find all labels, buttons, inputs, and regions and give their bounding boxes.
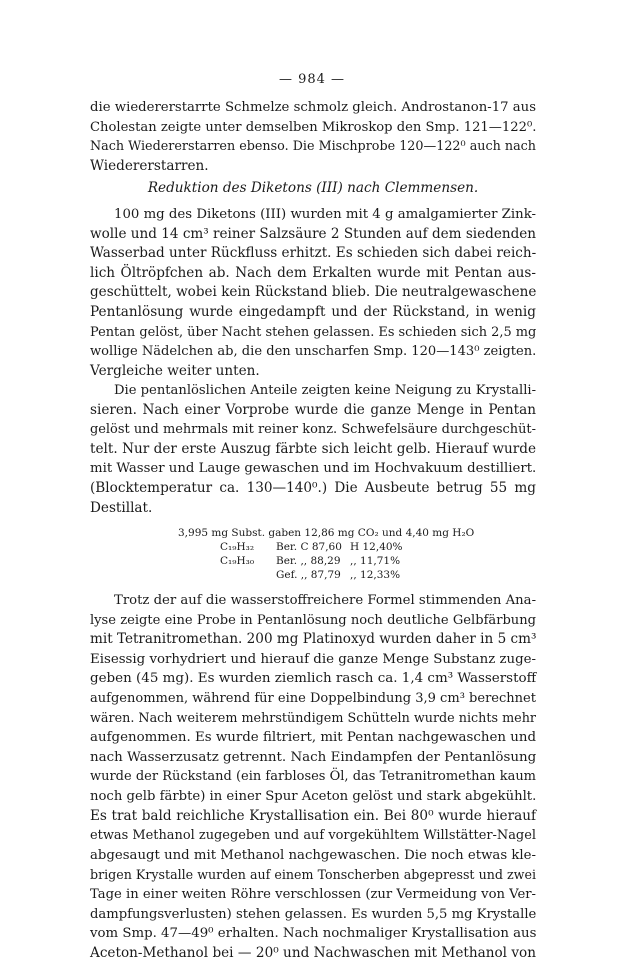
text-line: telt. Nur der erste Auszug färbte sich leicht gelb. Hierauf wurde <box>90 440 536 457</box>
text-line: lyse zeigte eine Probe in Pentanlösung noch deutliche Gelbfärbung <box>90 612 536 628</box>
formula-cell <box>220 568 276 582</box>
text-line: Tage in einer weiten Röhre verschlossen (zur Vermeidung von Ver- <box>90 886 536 902</box>
hydrogen-cell: ,, 11,71% <box>350 555 401 567</box>
text-line: Pentan gelöst, über Nacht stehen gelassen. Es schieden sich 2,5 mg <box>90 324 537 340</box>
page-number: — 984 — <box>278 72 346 87</box>
paragraph-1 <box>90 98 536 176</box>
text-line: Nach Wiedererstarren ebenso. Die Mischprobe 120—122⁰ auch nach <box>90 139 536 155</box>
text-line: Pentanlösung wurde eingedampft und der Rückstand, in wenig <box>90 303 536 320</box>
text-line: aufgenommen. Es wurde filtriert, mit Pentan nachgewaschen und <box>90 730 536 746</box>
text-line: wollige Nädelchen ab, die den unscharfen Smp. 120—143⁰ zeigten. <box>90 344 537 360</box>
table-row <box>220 554 407 568</box>
text-line: Wiedererstarren. <box>90 157 209 174</box>
text-line: Trotz der auf die wasserstoffreichere Formel stimmenden Ana- <box>114 593 537 608</box>
text-line: (Blocktemperatur ca. 130—140⁰.) Die Ausbeute betrug 55 mg <box>90 479 536 496</box>
hydrogen-cell: ,, 12,33% <box>350 569 401 581</box>
analysis-head: 3,995 mg Subst. gaben 12,86 mg CO₂ und 4,40 mg H₂O <box>178 527 475 539</box>
table-row <box>220 568 407 582</box>
text-line: Aceton-Methanol bei — 20⁰ und Nachwaschen mit Methanol von <box>90 944 536 961</box>
text-line: Vergleiche weiter unten. <box>90 362 260 379</box>
analysis-table <box>220 540 407 582</box>
hydrogen-cell: H 12,40% <box>350 541 403 553</box>
text-line: Destillat. <box>90 499 153 516</box>
formula-cell: C₁₉H₃₀ <box>220 555 255 567</box>
text-line: Cholestan zeigte unter demselben Mikroskop den Smp. 121—122⁰. <box>90 119 537 135</box>
text-line: Eisessig vorhydriert und hierauf die ganze Menge Substanz zuge- <box>90 651 536 667</box>
text-line: gelöst und mehrmals mit reiner konz. Schwefelsäure durchgeschüt- <box>90 422 536 438</box>
text-line: wolle und 14 cm³ reiner Salzsäure 2 Stunden auf dem siedenden <box>90 225 537 242</box>
paragraph-2 <box>90 205 536 381</box>
elemental-analysis <box>178 526 474 582</box>
text-line: Wasserbad unter Rückfluss erhitzt. Es schieden sich dabei reich- <box>90 245 537 262</box>
table-row <box>220 540 407 554</box>
text-line: Es trat bald reichliche Krystallisation ein. Bei 80⁰ wurde hierauf <box>90 807 536 824</box>
carbon-cell: Ber. ,, 88,29 <box>276 555 341 567</box>
text-line: mit Wasser und Lauge gewaschen und im Hochvakuum destilliert. <box>90 461 537 477</box>
paragraph-3 <box>90 381 536 518</box>
text-line: abgesaugt und mit Methanol nachgewaschen. Die noch etwas kle- <box>90 847 536 863</box>
text-line: noch gelb färbte) in einer Spur Aceton gelöst und stark abgekühlt. <box>90 788 537 804</box>
section-heading: Reduktion des Diketons (III) nach Clemmensen. <box>147 180 479 196</box>
text-line: wurde der Rückstand (ein farbloses Öl, das Tetranitromethan kaum <box>90 769 536 785</box>
text-line: vom Smp. 47—49⁰ erhalten. Nach nochmaliger Krystallisation aus <box>90 926 537 942</box>
text-line: Die pentanlöslichen Anteile zeigten keine Neigung zu Krystalli- <box>114 383 537 398</box>
carbon-cell: Gef. ,, 87,79 <box>276 569 341 581</box>
text-line: die wiedererstarrte Schmelze schmolz gleich. Androstanon-17 aus <box>90 100 536 115</box>
text-line: dampfungsverlusten) stehen gelassen. Es wurden 5,5 mg Krystalle <box>90 906 537 922</box>
text-line: etwas Methanol zugegeben und auf vorgekühltem Willstätter-Nagel <box>90 828 536 844</box>
text-line: mit Tetranitromethan. 200 mg Platinoxyd wurden daher in 5 cm³ <box>90 631 537 648</box>
text-line: nach Wasserzusatz getrennt. Nach Eindampfen der Pentanlösung <box>90 749 537 765</box>
carbon-cell: Ber. C 87,60 <box>276 541 342 553</box>
paragraph-4-final <box>90 591 536 963</box>
text-line: wären. Nach weiterem mehrstündigem Schütteln wurde nichts mehr <box>90 710 536 726</box>
text-line: geschüttelt, wobei kein Rückstand blieb. Die neutralgewaschene <box>90 284 537 301</box>
text-line: 100 mg des Diketons (III) wurden mit 4 g amalgamierter Zink- <box>114 207 536 222</box>
text-line: brigen Krystalle wurden auf einem Tonscherben abgepresst und zwei <box>90 867 536 883</box>
text-line: lich Öltröpfchen ab. Nach dem Erkalten wurde mit Pentan aus- <box>90 264 536 281</box>
text-line: geben (45 mg). Es wurden ziemlich rasch ca. 1,4 cm³ Wasserstoff <box>90 671 537 687</box>
text-line: sieren. Nach einer Vorprobe wurde die ganze Menge in Pentan <box>90 401 536 418</box>
formula-cell: C₁₉H₃₂ <box>220 541 255 553</box>
text-line: aufgenommen, während für eine Doppelbindung 3,9 cm³ berechnet <box>90 690 536 706</box>
